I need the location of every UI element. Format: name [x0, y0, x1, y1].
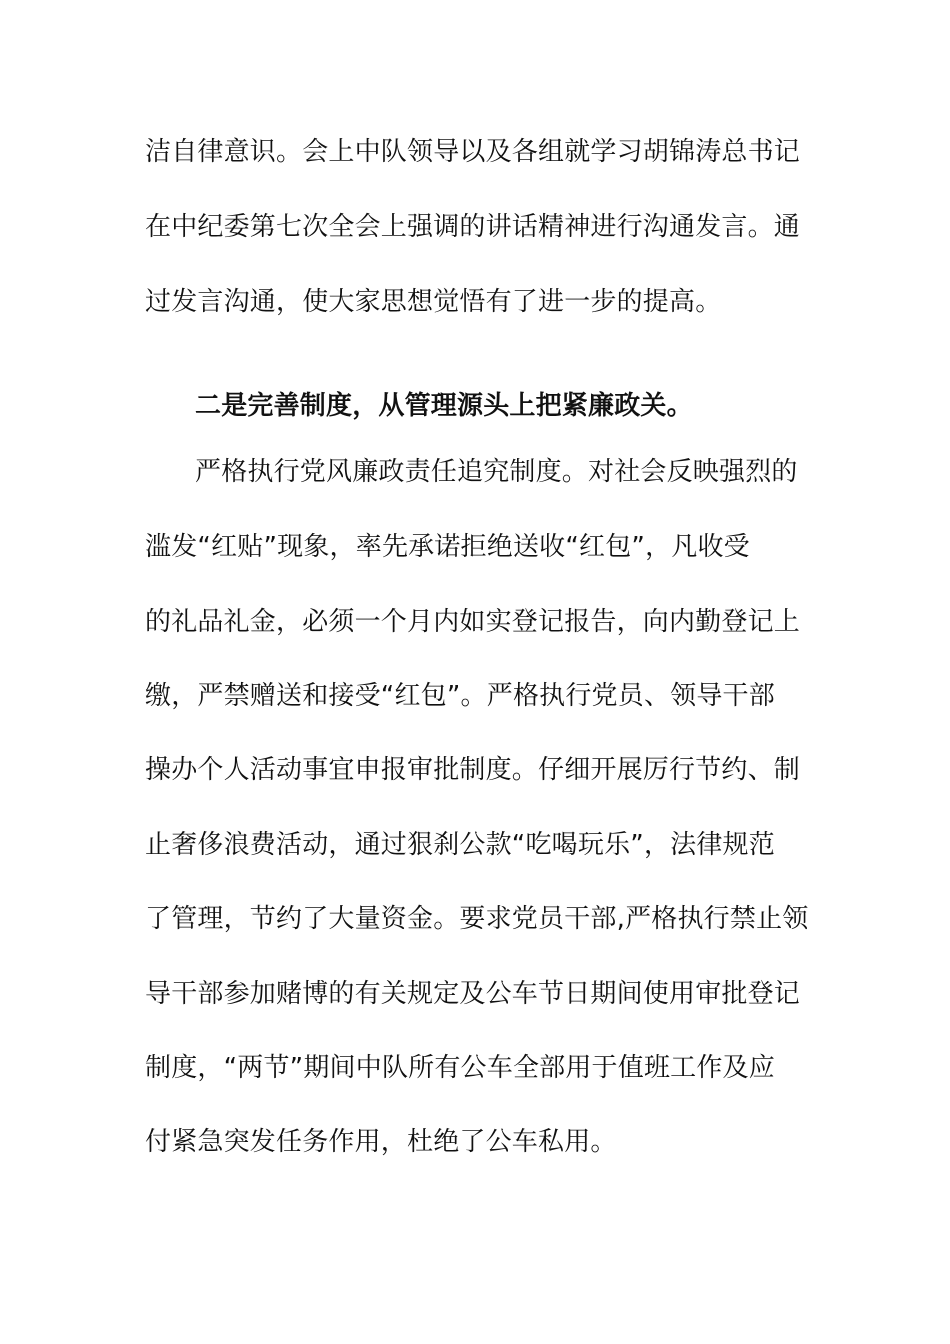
- paragraph2-line-4: 缴，严禁赠送和接受“红包”。严格执行党员、领导干部: [145, 681, 775, 711]
- paragraph2-line-6: 止奢侈浪费活动，通过狠刹公款“吃喝玩乐”，法律规范: [145, 830, 775, 860]
- paragraph1-line-3: 过发言沟通，使大家思想觉悟有了进一步的提高。: [145, 287, 722, 317]
- paragraph1-line-2: 在中纪委第七次全会上强调的讲话精神进行沟通发言。通: [145, 212, 801, 242]
- paragraph2-line-7: 了管理，节约了大量资金。要求党员干部,严格执行禁止领: [145, 904, 809, 934]
- paragraph2-line-2: 滥发“红贴”现象，率先承诺拒绝送收“红包”，凡收受: [145, 532, 750, 562]
- paragraph2-line-9: 制度，“两节”期间中队所有公车全部用于值班工作及应: [145, 1053, 775, 1083]
- paragraph2-line-8: 导干部参加赌博的有关规定及公车节日期间使用审批登记: [145, 979, 801, 1009]
- paragraph2-line-1: 严格执行党风廉政责任追究制度。对社会反映强烈的: [195, 457, 798, 487]
- paragraph2-line-5: 操办个人活动事宜申报审批制度。仔细开展厉行节约、制: [145, 755, 801, 785]
- paragraph2-line-3: 的礼品礼金，必须一个月内如实登记报告，向内勤登记上: [145, 607, 801, 637]
- paragraph2-line-10: 付紧急突发任务作用，杜绝了公车私用。: [145, 1127, 617, 1157]
- paragraph1-line-1: 洁自律意识。会上中队领导以及各组就学习胡锦涛总书记: [145, 137, 801, 167]
- section-heading: 二是完善制度，从管理源头上把紧廉政关。: [195, 391, 693, 421]
